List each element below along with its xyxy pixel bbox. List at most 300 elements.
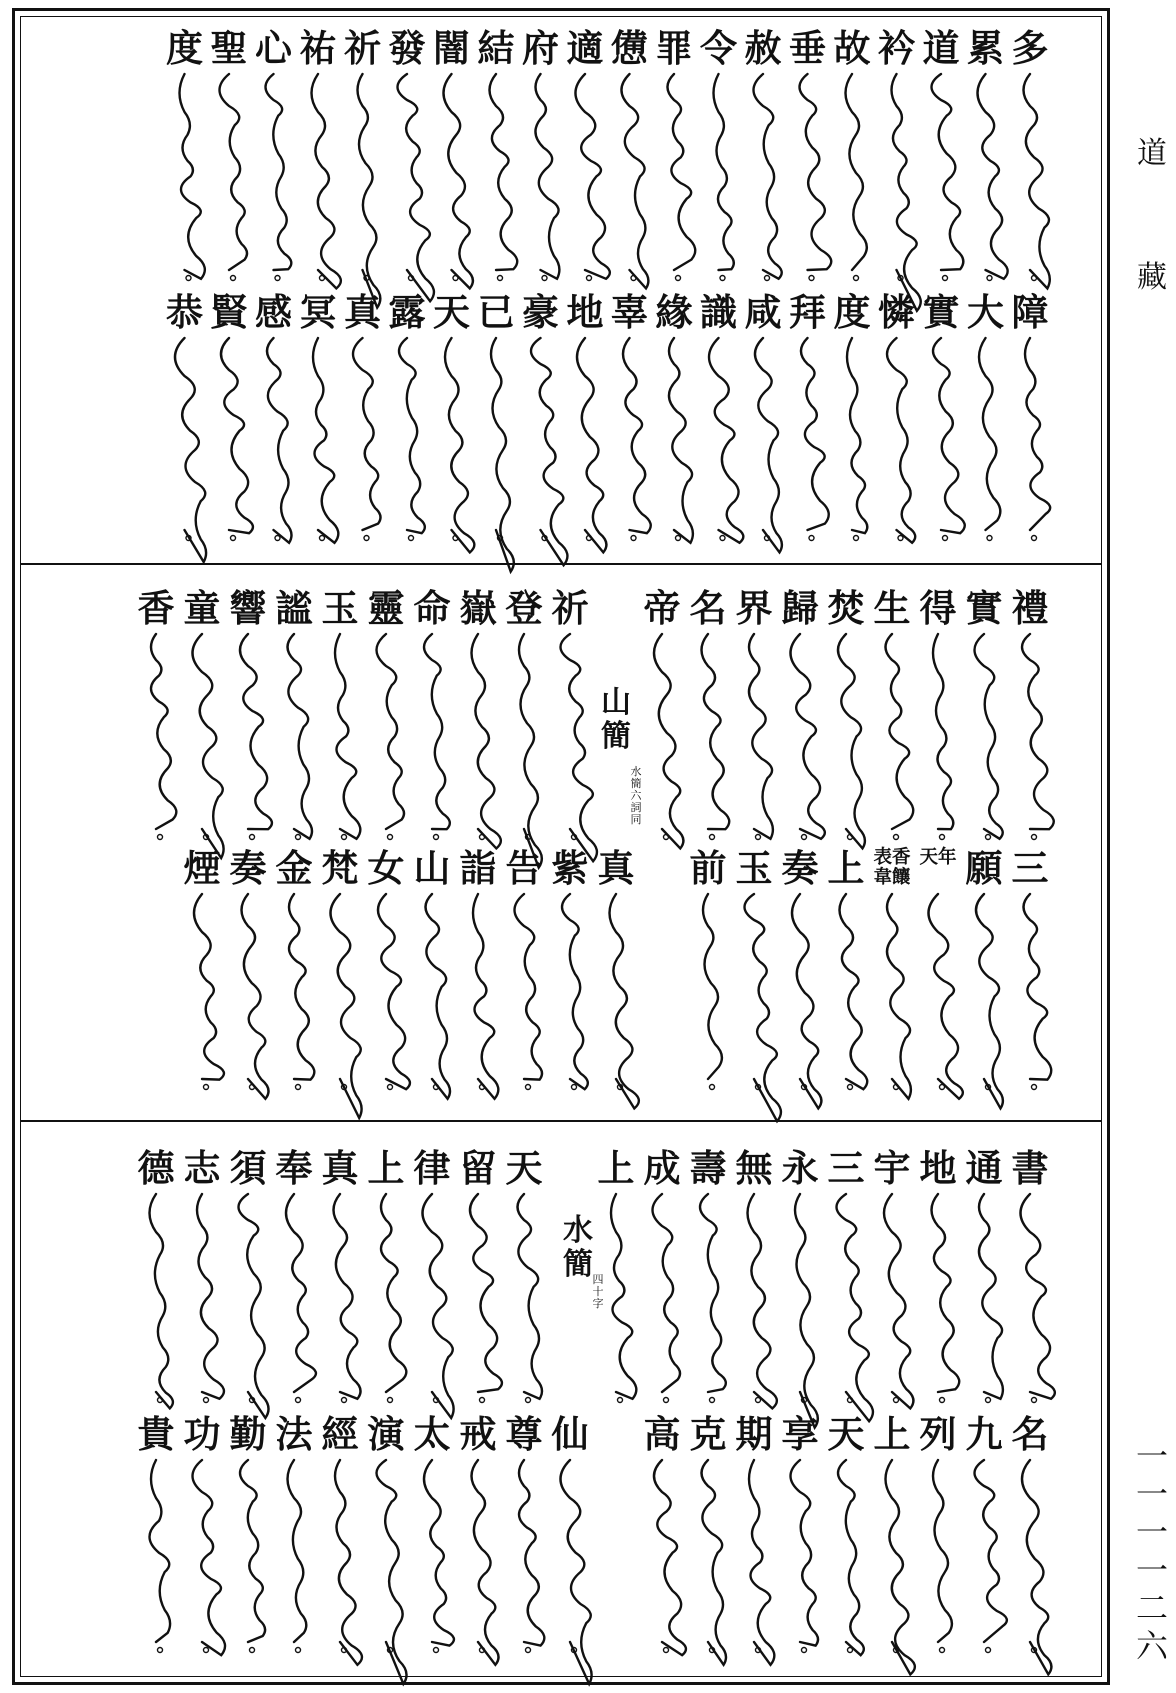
neume-end-mark: [1032, 1398, 1037, 1403]
neume-stroke: [932, 74, 964, 270]
neume-end-mark: [940, 1085, 945, 1090]
lower_row-character: 奏: [229, 846, 267, 890]
lower_row-character: 詣: [459, 846, 497, 890]
neume-end-mark: [250, 1648, 255, 1653]
lower_row-character: 地: [566, 290, 604, 334]
neume-stroke: [1024, 894, 1052, 1080]
upper_row-character: 府: [522, 26, 559, 70]
lower_row-character: 願: [965, 846, 1003, 890]
neume-stroke: [668, 74, 696, 270]
lower_row-character: 玉: [735, 846, 773, 890]
margin-book-label-1: 道: [1137, 136, 1167, 171]
neume-stroke: [353, 338, 381, 530]
neume-stroke: [518, 1194, 543, 1399]
upper_row-character: 適: [566, 26, 604, 70]
neume-stroke: [702, 634, 730, 829]
upper_row-character: 上: [597, 1146, 635, 1190]
neume-end-mark: [848, 1648, 853, 1653]
lower_row-character: 山: [413, 846, 451, 890]
upper_row-character: 真: [321, 1146, 359, 1190]
upper_row-character: 成: [643, 1146, 681, 1190]
lower_row-character: 真: [344, 290, 381, 334]
page-number-glyph: 六: [1135, 1627, 1168, 1665]
upper_row-character: 地: [919, 1146, 957, 1190]
lower_row-character: 奏: [781, 846, 819, 890]
neume-stroke: [884, 1194, 913, 1408]
neume-stroke: [561, 634, 597, 861]
upper_row-character: 童: [183, 586, 221, 630]
lower_row-character: 憐: [878, 290, 915, 334]
neume-end-mark: [664, 835, 669, 840]
lower_row-character: 天年: [919, 847, 957, 868]
lower_row-character: 賢: [210, 290, 248, 334]
upper_row-character: 心: [255, 26, 292, 70]
neume-end-mark: [802, 835, 807, 840]
neume-stroke: [978, 74, 1008, 279]
neume-stroke: [886, 1460, 915, 1674]
lower_row-character: 露: [388, 290, 426, 334]
neume-stroke: [847, 338, 867, 533]
upper_row-character: 多: [1011, 26, 1049, 70]
upper_row-character: 上: [367, 1146, 405, 1190]
neume-stroke: [846, 74, 867, 270]
lower_row-character: 實: [922, 290, 960, 334]
lower_row-character: 煙: [183, 846, 221, 890]
neume-stroke: [515, 894, 543, 1080]
neume-end-mark: [756, 835, 761, 840]
neume-stroke: [975, 1460, 1007, 1642]
neume-stroke: [745, 894, 781, 1121]
neume-stroke: [240, 634, 272, 829]
neume-end-mark: [231, 536, 236, 541]
page-number-glyph: 一: [1135, 1551, 1168, 1589]
neume-stroke: [531, 338, 567, 565]
neume-end-mark: [204, 1085, 209, 1090]
neume-end-mark: [275, 276, 280, 281]
lower_row-character: 享: [781, 1412, 819, 1456]
upper_row-character: 累: [967, 26, 1004, 70]
upper_row-character: 憊: [611, 26, 648, 70]
neume-end-mark: [943, 276, 948, 281]
neume-stroke: [377, 1460, 407, 1684]
neume-stroke: [975, 634, 1003, 839]
neume-end-mark: [342, 1398, 347, 1403]
lower_row-character: 前: [689, 846, 727, 890]
neume-end-mark: [898, 536, 903, 541]
neume-stroke: [932, 1194, 960, 1392]
upper_row-character: 留: [459, 1146, 497, 1190]
neume-stroke: [424, 1460, 454, 1646]
neume-end-mark: [1032, 276, 1037, 281]
neume-end-mark: [765, 276, 770, 281]
page-number-glyph: 一: [1135, 1437, 1168, 1475]
neume-stroke: [837, 1194, 873, 1421]
neume-stroke: [929, 894, 963, 1099]
lower_row-character: 女: [367, 846, 405, 890]
neume-stroke: [748, 1194, 777, 1408]
neume-stroke: [312, 74, 341, 288]
neume-end-mark: [664, 1398, 669, 1403]
neume-stroke: [267, 338, 292, 543]
neume-end-mark: [526, 1398, 531, 1403]
neume-end-mark: [434, 835, 439, 840]
neume-stroke: [800, 74, 832, 270]
neume-end-mark: [664, 1648, 669, 1653]
neume-end-mark: [618, 1398, 623, 1403]
lower_row-character: 貴: [137, 1412, 175, 1456]
upper_row-character: 玉: [321, 586, 359, 630]
neume-end-mark: [631, 536, 636, 541]
neume-stroke: [175, 338, 206, 562]
neume-stroke: [892, 74, 921, 311]
neume-end-mark: [854, 276, 859, 281]
lower_row-character: 名: [1011, 1412, 1049, 1456]
neume-stroke: [266, 74, 292, 270]
lower_row-character: 告: [505, 846, 543, 890]
upper_row-character: 衿: [878, 26, 915, 70]
neume-stroke: [150, 1194, 173, 1408]
page-number-glyph: 一: [1135, 1475, 1168, 1513]
neume-end-mark: [986, 1648, 991, 1653]
lower_row-character: 辜: [611, 290, 648, 334]
neume-stroke: [702, 1460, 727, 1665]
upper_row-character: 無: [735, 1146, 773, 1190]
neume-stroke: [610, 894, 639, 1108]
lower_row-character: 恭: [166, 290, 203, 334]
upper_row-character: 發: [388, 26, 426, 70]
neume-stroke: [933, 634, 953, 829]
upper_row-character: 書: [1011, 1146, 1049, 1190]
neume-stroke: [1024, 74, 1050, 288]
upper_row-character: 禮: [1011, 586, 1049, 630]
neume-end-mark: [710, 1085, 715, 1090]
neume-end-mark: [854, 536, 859, 541]
lower_row-character: 豪: [522, 290, 559, 334]
neume-end-mark: [809, 536, 814, 541]
upper_row-character: 赦: [744, 26, 782, 70]
lower_row-character: 真: [597, 846, 635, 890]
neume-stroke: [242, 894, 269, 1099]
upper_row-character: 永: [781, 1146, 819, 1190]
neume-stroke: [654, 1460, 686, 1655]
upper_row-character: 須: [229, 1146, 267, 1190]
lower_row-character: 勤: [229, 1412, 267, 1456]
lower_row-character: 識: [700, 290, 737, 334]
neume-end-mark: [409, 536, 414, 541]
lower_row-character: 金: [275, 846, 313, 890]
neume-end-mark: [204, 1648, 209, 1653]
upper_row-character: 垂: [789, 26, 826, 70]
lower_row-character: 上: [873, 1412, 911, 1456]
neume-stroke: [288, 1460, 307, 1642]
lower_row-character: 梵: [321, 846, 359, 890]
lower_row-character: 拜: [789, 290, 826, 334]
neume-stroke: [976, 894, 1003, 1108]
upper_row-character: 度: [166, 26, 203, 70]
neume-end-mark: [296, 1648, 301, 1653]
neume-stroke: [334, 1194, 361, 1399]
lower_row-character: 冥: [299, 290, 337, 334]
neume-stroke: [240, 1460, 265, 1642]
upper_row-character: 律: [413, 1146, 451, 1190]
neume-stroke: [623, 338, 651, 533]
section-heading: 山簡: [601, 685, 631, 754]
page-number-glyph: 二: [1135, 1589, 1168, 1627]
neume-end-mark: [296, 1085, 301, 1090]
lower_row-character: 天: [827, 1412, 865, 1456]
neume-stroke: [424, 634, 450, 829]
lower_row-character: 仙: [551, 1412, 589, 1456]
neume-end-mark: [388, 1398, 393, 1403]
neume-stroke: [933, 1460, 952, 1642]
neume-end-mark: [453, 276, 458, 281]
neume-stroke: [490, 74, 518, 270]
upper_row-character: 故: [833, 26, 871, 70]
neume-stroke: [378, 894, 410, 1089]
neume-stroke: [335, 1460, 362, 1665]
section-heading-note: 水簡六詞同: [630, 765, 642, 826]
upper_row-character: 登: [505, 586, 543, 630]
neume-stroke: [426, 894, 451, 1099]
lower_row-character: 經: [321, 1412, 359, 1456]
neume-end-mark: [710, 1398, 715, 1403]
upper_row-character: 天: [505, 1146, 543, 1190]
upper_row-character: 歸: [781, 586, 819, 630]
neume-end-mark: [940, 1398, 945, 1403]
neume-stroke: [331, 894, 362, 1118]
upper_row-character: 帝: [643, 586, 681, 630]
neume-stroke: [444, 74, 473, 288]
lower_row-character: 緣: [655, 290, 693, 334]
neume-stroke: [749, 1460, 774, 1665]
neume-end-mark: [986, 835, 991, 840]
neume-stroke: [286, 1194, 316, 1392]
neume-end-mark: [987, 536, 992, 541]
neume-stroke: [622, 74, 649, 288]
neume-end-mark: [204, 1398, 209, 1403]
neume-end-mark: [676, 276, 681, 281]
neume-stroke: [754, 74, 782, 279]
neume-stroke: [473, 894, 498, 1099]
neume-end-mark: [480, 835, 485, 840]
upper_row-character: 靈: [367, 586, 405, 630]
lower_row-character: 表香韋饟: [873, 847, 911, 888]
lower_row-character: 三: [1011, 846, 1049, 890]
neume-stroke: [423, 1194, 454, 1418]
neume-end-mark: [1032, 536, 1037, 541]
neume-stroke: [472, 634, 501, 848]
neume-end-mark: [388, 835, 393, 840]
neume-stroke: [576, 74, 610, 279]
section-heading-note: 四十字: [592, 1273, 604, 1310]
neume-end-mark: [986, 1398, 991, 1403]
neume-end-mark: [275, 536, 280, 541]
upper_row-character: 通: [965, 1146, 1003, 1190]
neume-end-mark: [542, 276, 547, 281]
neume-end-mark: [296, 1398, 301, 1403]
upper_row-character: 德: [137, 1146, 175, 1190]
neume-stroke: [220, 74, 248, 270]
neume-stroke: [197, 1194, 224, 1399]
lower_row-character: 演: [367, 1412, 405, 1456]
neume-stroke: [239, 1194, 269, 1418]
upper_row-character: 名: [689, 586, 727, 630]
section-heading: 水簡: [563, 1213, 593, 1282]
neume-end-mark: [940, 1648, 945, 1653]
neume-stroke: [193, 1460, 226, 1655]
upper_row-character: 香: [137, 586, 175, 630]
neume-end-mark: [987, 276, 992, 281]
neume-end-mark: [320, 276, 325, 281]
neume-stroke: [792, 894, 821, 1108]
upper_row-character: 宇: [873, 1146, 911, 1190]
upper_row-character: 闇: [433, 26, 470, 70]
lower_row-character: 咸: [744, 290, 782, 334]
neume-stroke: [151, 634, 176, 829]
neume-stroke: [795, 1194, 818, 1428]
neume-stroke: [653, 1194, 681, 1392]
neume-end-mark: [943, 536, 948, 541]
neume-end-mark: [809, 276, 814, 281]
upper_row-character: 得: [919, 586, 957, 630]
neume-stroke: [791, 1460, 819, 1646]
neume-end-mark: [676, 536, 681, 541]
neume-stroke: [1022, 634, 1054, 829]
lower_row-character: 克: [689, 1412, 727, 1456]
upper_row-character: 結: [477, 26, 515, 70]
upper_row-character: 罪: [655, 26, 693, 70]
neume-end-mark: [526, 1085, 531, 1090]
neume-end-mark: [480, 1398, 485, 1403]
neume-stroke: [180, 74, 205, 279]
upper_row-character: 聖: [210, 26, 248, 70]
lower_row-character: 九: [965, 1412, 1003, 1456]
lower_row-character: 太: [413, 1412, 451, 1456]
neume-stroke: [749, 634, 773, 839]
neume-end-mark: [587, 276, 592, 281]
neume-end-mark: [158, 1648, 163, 1653]
neume-stroke: [472, 1460, 499, 1665]
neume-stroke: [221, 338, 253, 533]
upper_row-character: 令: [700, 26, 737, 70]
neume-stroke: [791, 634, 825, 839]
neume-end-mark: [434, 1648, 439, 1653]
lower_row-character: 已: [477, 290, 515, 334]
neume-stroke: [1025, 338, 1050, 530]
upper_row-character: 志: [183, 1146, 221, 1190]
neume-stroke: [709, 338, 743, 543]
neume-end-mark: [526, 1648, 531, 1653]
upper_row-character: 響: [229, 586, 267, 630]
upper_row-character: 祐: [299, 26, 337, 70]
upper_row-character: 實: [965, 586, 1003, 630]
neume-end-mark: [388, 1085, 393, 1090]
neume-end-mark: [498, 276, 503, 281]
neume-stroke: [979, 338, 1000, 530]
neume-stroke: [838, 1460, 864, 1655]
upper_row-character: 謐: [275, 586, 313, 630]
upper_row-character: 命: [413, 586, 451, 630]
page-number-glyph: 一: [1135, 1513, 1168, 1551]
neume-end-mark: [848, 1085, 853, 1090]
lower_row-character: 度: [833, 290, 871, 334]
upper_row-character: 壽: [689, 1146, 727, 1190]
lower_row-character: 列: [919, 1412, 957, 1456]
neume-stroke: [398, 74, 434, 301]
neume-stroke: [194, 894, 224, 1080]
margin-book-label-2: 藏: [1137, 260, 1167, 295]
neume-end-mark: [342, 835, 347, 840]
neume-stroke: [358, 74, 381, 308]
neume-end-mark: [250, 835, 255, 840]
lower_row-character: 上: [827, 846, 865, 890]
lower_row-character: 高: [643, 1412, 681, 1456]
neume-end-mark: [894, 1398, 899, 1403]
neume-stroke: [445, 338, 474, 552]
neume-stroke: [887, 894, 911, 1099]
neume-stroke: [933, 338, 965, 533]
upper_row-character: 焚: [827, 586, 865, 630]
neume-stroke: [335, 634, 360, 839]
neume-stroke: [669, 338, 693, 543]
lower_row-character: 尊: [505, 1412, 543, 1456]
neume-stroke: [838, 634, 865, 848]
neume-stroke: [887, 338, 915, 543]
neume-stroke: [519, 1460, 544, 1646]
upper_row-character: 生: [873, 586, 911, 630]
neume-stroke: [193, 634, 224, 858]
lower_row-character: 天: [433, 290, 470, 334]
upper_row-character: 界: [735, 586, 773, 630]
neume-stroke: [313, 338, 338, 543]
neume-stroke: [979, 1194, 1003, 1399]
neume-end-mark: [296, 835, 301, 840]
neume-stroke: [1021, 1194, 1055, 1399]
lower_row-character: 大: [967, 290, 1004, 334]
neume-stroke: [289, 894, 314, 1080]
upper_row-character: 嶽: [459, 586, 497, 630]
upper_row-character: 祈: [344, 26, 381, 70]
neume-stroke: [536, 74, 560, 279]
neume-end-mark: [940, 835, 945, 840]
upper_row-character: 道: [922, 26, 960, 70]
neume-end-mark: [756, 1398, 761, 1403]
neume-end-mark: [1032, 1085, 1037, 1090]
neume-end-mark: [231, 276, 236, 281]
neume-stroke: [611, 1194, 636, 1399]
lower_row-character: 法: [275, 1412, 313, 1456]
neume-stroke: [714, 74, 734, 270]
lower_row-character: 紫: [551, 846, 589, 890]
neume-stroke: [886, 634, 914, 829]
neume-stroke: [703, 894, 722, 1079]
neume-stroke: [840, 894, 868, 1089]
neume-end-mark: [894, 835, 899, 840]
neume-stroke: [288, 634, 313, 839]
neume-stroke: [150, 1460, 171, 1642]
lower_row-character: 功: [183, 1412, 221, 1456]
neume-stroke: [700, 1194, 726, 1392]
lower_row-character: 期: [735, 1412, 773, 1456]
upper_row-character: 三: [827, 1146, 865, 1190]
neume-stroke: [755, 338, 782, 552]
upper_row-character: 祈: [551, 586, 589, 630]
neume-end-mark: [364, 536, 369, 541]
neume-end-mark: [158, 835, 163, 840]
neume-end-mark: [320, 536, 325, 541]
neume-stroke: [1022, 1460, 1051, 1674]
neume-end-mark: [572, 1085, 577, 1090]
